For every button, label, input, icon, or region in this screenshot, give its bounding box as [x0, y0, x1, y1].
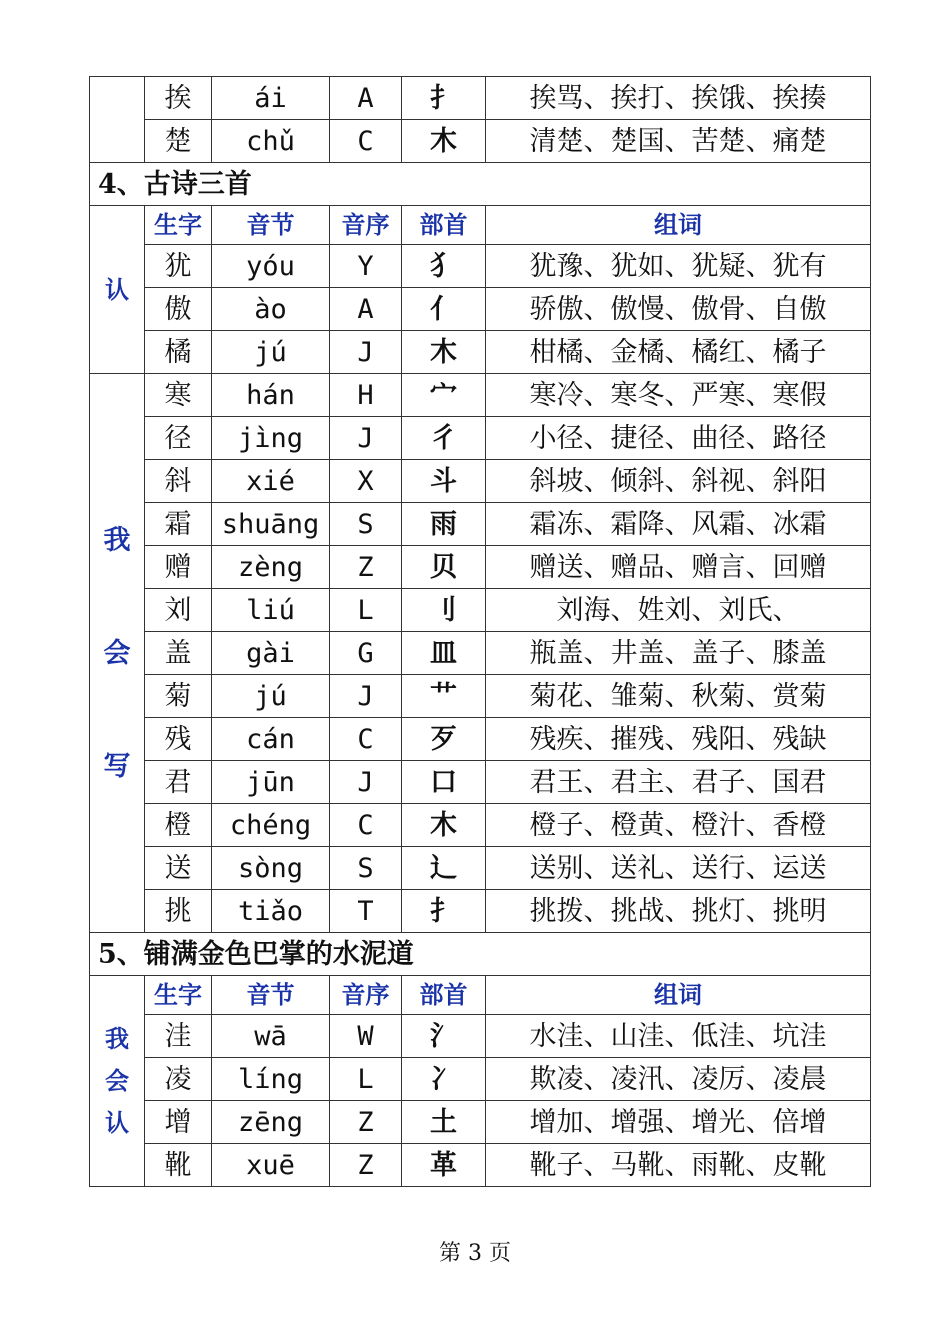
- order-cell: X: [330, 460, 402, 503]
- radical-cell: 皿: [402, 632, 486, 675]
- table-row: [90, 77, 871, 120]
- order-cell: W: [330, 1015, 402, 1058]
- side-label-char: 我: [103, 524, 131, 556]
- order-cell: C: [330, 718, 402, 761]
- radical-cell: 氵: [402, 1015, 486, 1058]
- table-row: [90, 761, 871, 804]
- table-row: [90, 589, 871, 632]
- section-title: 5、铺满金色巴掌的水泥道: [90, 933, 871, 976]
- order-cell: Z: [330, 546, 402, 589]
- pinyin-cell: hán: [212, 374, 330, 417]
- pinyin-cell: jú: [212, 675, 330, 718]
- words-cell: 残疾、摧残、残阳、残缺: [486, 718, 871, 761]
- char-cell: 斜: [145, 460, 212, 503]
- table-row: [90, 804, 871, 847]
- pinyin-cell: zēng: [212, 1101, 330, 1144]
- header-order: 音序: [330, 206, 402, 245]
- order-cell: L: [330, 1058, 402, 1101]
- radical-cell: 贝: [402, 546, 486, 589]
- words-cell: 欺凌、凌汛、凌厉、凌晨: [486, 1058, 871, 1101]
- words-cell: 骄傲、傲慢、傲骨、自傲: [486, 288, 871, 331]
- words-cell: 送别、送礼、送行、运送: [486, 847, 871, 890]
- table-row: [90, 890, 871, 933]
- table-row: [90, 1144, 871, 1187]
- char-cell: 送: [145, 847, 212, 890]
- radical-cell: 刂: [402, 589, 486, 632]
- radical-cell: 冫: [402, 1058, 486, 1101]
- pinyin-cell: cán: [212, 718, 330, 761]
- order-cell: S: [330, 847, 402, 890]
- radical-cell: 宀: [402, 374, 486, 417]
- table-row: [90, 120, 871, 163]
- side-label-char: 会: [103, 637, 131, 669]
- page-number: 第 3 页: [439, 1241, 511, 1266]
- write-label: [90, 374, 145, 933]
- char-cell: 霜: [145, 503, 212, 546]
- words-cell: 小径、捷径、曲径、路径: [486, 417, 871, 460]
- header-radical: 部首: [402, 976, 486, 1015]
- header-row: [90, 206, 871, 245]
- radical-cell: 艹: [402, 675, 486, 718]
- words-cell: 寒冷、寒冬、严寒、寒假: [486, 374, 871, 417]
- char-cell: 橙: [145, 804, 212, 847]
- section-title: 4、古诗三首: [90, 163, 871, 206]
- pinyin-cell: liú: [212, 589, 330, 632]
- order-cell: T: [330, 890, 402, 933]
- radical-cell: 革: [402, 1144, 486, 1187]
- words-cell: 瓶盖、井盖、盖子、膝盖: [486, 632, 871, 675]
- radical-cell: 木: [402, 331, 486, 374]
- radical-cell: 彳: [402, 417, 486, 460]
- char-cell: 赠: [145, 546, 212, 589]
- char-cell: 洼: [145, 1015, 212, 1058]
- pinyin-cell: zèng: [212, 546, 330, 589]
- words-cell: 菊花、雏菊、秋菊、赏菊: [486, 675, 871, 718]
- header-radical: 部首: [402, 206, 486, 245]
- words-cell: 挑拨、挑战、挑灯、挑明: [486, 890, 871, 933]
- char-cell: 寒: [145, 374, 212, 417]
- table-row: [90, 245, 871, 288]
- char-cell: 增: [145, 1101, 212, 1144]
- empty-side-cell: [90, 77, 145, 163]
- words-cell: 柑橘、金橘、橘红、橘子: [486, 331, 871, 374]
- table-row: [90, 288, 871, 331]
- radical-cell: 扌: [402, 890, 486, 933]
- radical-cell: 歹: [402, 718, 486, 761]
- order-cell: C: [330, 120, 402, 163]
- order-cell: J: [330, 675, 402, 718]
- header-char: 生字: [145, 976, 212, 1015]
- header-char: 生字: [145, 206, 212, 245]
- pinyin-cell: sòng: [212, 847, 330, 890]
- pinyin-cell: líng: [212, 1058, 330, 1101]
- recognize-label: [90, 976, 145, 1187]
- radical-cell: 雨: [402, 503, 486, 546]
- pinyin-cell: chéng: [212, 804, 330, 847]
- order-cell: Y: [330, 245, 402, 288]
- table-row: [90, 1015, 871, 1058]
- header-pinyin: 音节: [212, 206, 330, 245]
- order-cell: J: [330, 331, 402, 374]
- radical-cell: 斗: [402, 460, 486, 503]
- order-cell: Z: [330, 1101, 402, 1144]
- radical-cell: 木: [402, 804, 486, 847]
- words-cell: 刘海、姓刘、刘氏、: [486, 589, 871, 632]
- words-cell: 靴子、马靴、雨靴、皮靴: [486, 1144, 871, 1187]
- order-cell: H: [330, 374, 402, 417]
- section-title-row: [90, 933, 871, 976]
- pinyin-cell: gài: [212, 632, 330, 675]
- order-cell: C: [330, 804, 402, 847]
- char-cell: 傲: [145, 288, 212, 331]
- header-order: 音序: [330, 976, 402, 1015]
- char-cell: 橘: [145, 331, 212, 374]
- order-cell: Z: [330, 1144, 402, 1187]
- side-label-char: 写: [103, 750, 131, 782]
- order-cell: A: [330, 288, 402, 331]
- char-cell: 挑: [145, 890, 212, 933]
- pinyin-cell: tiǎo: [212, 890, 330, 933]
- pinyin-cell: wā: [212, 1015, 330, 1058]
- order-cell: J: [330, 761, 402, 804]
- radical-cell: 犭: [402, 245, 486, 288]
- char-cell: 楚: [145, 120, 212, 163]
- char-cell: 盖: [145, 632, 212, 675]
- char-cell: 刘: [145, 589, 212, 632]
- order-cell: S: [330, 503, 402, 546]
- char-cell: 犹: [145, 245, 212, 288]
- char-cell: 靴: [145, 1144, 212, 1187]
- side-label-char: 认: [105, 1108, 129, 1137]
- pinyin-cell: yóu: [212, 245, 330, 288]
- order-cell: L: [330, 589, 402, 632]
- radical-cell: 口: [402, 761, 486, 804]
- words-cell: 清楚、楚国、苦楚、痛楚: [486, 120, 871, 163]
- pinyin-cell: ái: [212, 77, 330, 120]
- order-cell: J: [330, 417, 402, 460]
- table-row: [90, 331, 871, 374]
- header-pinyin: 音节: [212, 976, 330, 1015]
- table-row: [90, 374, 871, 417]
- words-cell: 君王、君主、君子、国君: [486, 761, 871, 804]
- char-cell: 君: [145, 761, 212, 804]
- pinyin-cell: jú: [212, 331, 330, 374]
- char-cell: 菊: [145, 675, 212, 718]
- table-row: [90, 546, 871, 589]
- table-row: [90, 675, 871, 718]
- char-cell: 径: [145, 417, 212, 460]
- words-cell: 斜坡、倾斜、斜视、斜阳: [486, 460, 871, 503]
- pinyin-cell: shuāng: [212, 503, 330, 546]
- order-cell: G: [330, 632, 402, 675]
- words-cell: 霜冻、霜降、风霜、冰霜: [486, 503, 871, 546]
- recognize-label: [90, 206, 145, 374]
- pinyin-cell: xuē: [212, 1144, 330, 1187]
- char-cell: 残: [145, 718, 212, 761]
- pinyin-cell: ào: [212, 288, 330, 331]
- char-cell: 挨: [145, 77, 212, 120]
- radical-cell: 辶: [402, 847, 486, 890]
- radical-cell: 木: [402, 120, 486, 163]
- table-row: [90, 503, 871, 546]
- radical-cell: 亻: [402, 288, 486, 331]
- pinyin-cell: xié: [212, 460, 330, 503]
- words-cell: 水洼、山洼、低洼、坑洼: [486, 1015, 871, 1058]
- radical-cell: 扌: [402, 77, 486, 120]
- pinyin-cell: jìng: [212, 417, 330, 460]
- table-row: [90, 847, 871, 890]
- table-row: [90, 1101, 871, 1144]
- vocabulary-table: [89, 76, 871, 1187]
- order-cell: A: [330, 77, 402, 120]
- pinyin-cell: jūn: [212, 761, 330, 804]
- side-label-char: 认: [105, 274, 129, 304]
- pinyin-cell: chǔ: [212, 120, 330, 163]
- table-row: [90, 417, 871, 460]
- table-row: [90, 718, 871, 761]
- words-cell: 犹豫、犹如、犹疑、犹有: [486, 245, 871, 288]
- table-row: [90, 1058, 871, 1101]
- section-title-row: [90, 163, 871, 206]
- header-words: 组词: [486, 206, 871, 245]
- radical-cell: 土: [402, 1101, 486, 1144]
- side-label-char: 会: [105, 1066, 129, 1095]
- side-label-char: 我: [105, 1024, 129, 1053]
- words-cell: 增加、增强、增光、倍增: [486, 1101, 871, 1144]
- header-words: 组词: [486, 976, 871, 1015]
- words-cell: 挨骂、挨打、挨饿、挨揍: [486, 77, 871, 120]
- table-row: [90, 460, 871, 503]
- table-row: [90, 632, 871, 675]
- header-row: [90, 976, 871, 1015]
- words-cell: 橙子、橙黄、橙汁、香橙: [486, 804, 871, 847]
- words-cell: 赠送、赠品、赠言、回赠: [486, 546, 871, 589]
- char-cell: 凌: [145, 1058, 212, 1101]
